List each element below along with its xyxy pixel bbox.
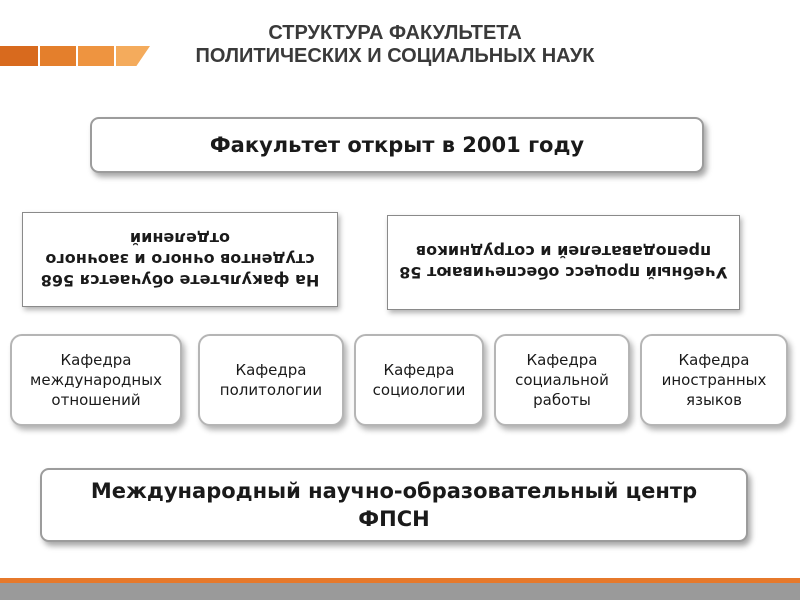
opened-box [90,117,704,173]
dept-label: языков [686,391,742,409]
stripe-segment [116,46,150,66]
dept-label: международных [30,371,162,389]
stripe-segment [40,46,76,66]
dept-foreign-languages [640,334,788,426]
dept-label: социологии [372,381,466,399]
dept-label: иностранных [661,371,767,389]
title-line-2: ПОЛИТИЧЕСКИХ И СОЦИАЛЬНЫХ НАУК [195,45,595,67]
dept-label: работы [533,391,591,409]
dept-label: Кафедра [383,361,455,379]
students-callout [22,212,338,307]
dept-label: социальной [515,371,609,389]
footer-bar [0,578,800,600]
students-text: На факультете обучается 568 студентов очного и заочного отделений [40,229,320,290]
center-box [40,468,748,542]
footer-band [0,583,800,600]
dept-label: Кафедра [60,351,132,369]
stripe-segment [78,46,114,66]
dept-label: Кафедра [678,351,750,369]
dept-label: отношений [51,391,141,409]
center-line-1: Международный научно-образовательный центр [90,479,698,503]
header-stripe [0,46,150,66]
staff-callout [387,215,740,310]
dept-sociology [354,334,484,426]
page-title [150,22,640,68]
title-line-1: СТРУКТУРА ФАКУЛЬТЕТА [268,22,522,44]
dept-social-work [494,334,630,426]
dept-label: Кафедра [526,351,598,369]
stripe-segment [0,46,38,66]
dept-label: Кафедра [235,361,307,379]
dept-political-science [198,334,344,426]
dept-international-relations [10,334,182,426]
dept-label: политологии [219,381,323,399]
opened-text: Факультет открыт в 2001 году [209,133,585,157]
center-line-2: ФПСН [358,507,430,531]
staff-text: Учебный процесс обеспечивают 58 преподавателей и сотрудников [399,242,728,283]
